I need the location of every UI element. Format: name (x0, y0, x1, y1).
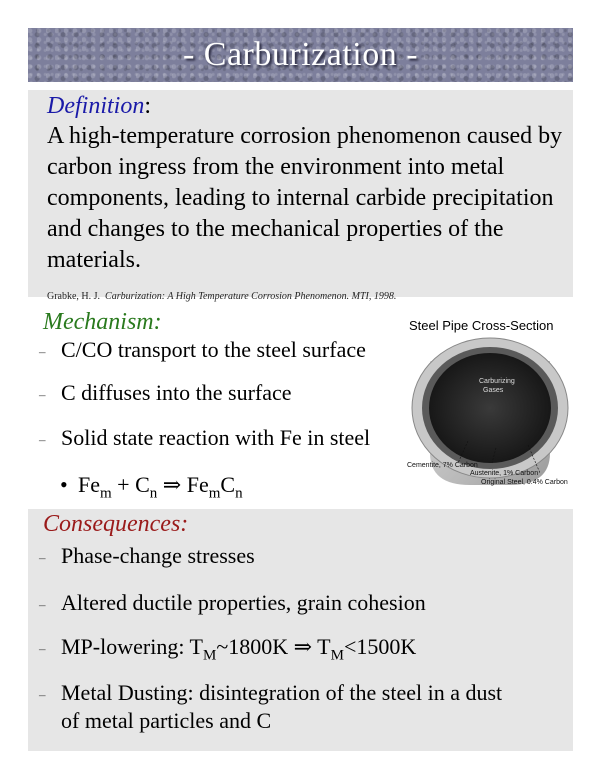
consequence-1-text: Phase-change stresses (61, 543, 255, 568)
mechanism-bullet-3-text: Solid state reaction with Fe in steel (61, 425, 371, 450)
citation-author: Grabke, H. J. (47, 291, 101, 302)
consequence-3-sub-2: M (330, 647, 344, 664)
figure-title: Steel Pipe Cross-Section (409, 318, 554, 333)
dash-icon: – (39, 640, 46, 656)
citation-title: Carburization: A High Temperature Corrosion Phenomenon. MTI, 1998. (105, 291, 397, 302)
consequence-4 (39, 680, 502, 706)
dash-icon: – (39, 431, 46, 447)
consequences-heading: Consequences: (43, 511, 189, 537)
definition-label: Definition (47, 93, 145, 119)
label-austenite: Austenite, 1% Carbon (470, 470, 539, 477)
consequence-2-text: Altered ductile properties, grain cohesion (61, 590, 426, 615)
core-label-1: Carburizing (479, 378, 515, 385)
dash-icon: – (39, 386, 46, 402)
pipe-cross-section-figure (400, 333, 572, 493)
core-label-2: Gases (483, 387, 504, 394)
reaction-fe-1: Fe (78, 472, 100, 497)
reaction-fe-2: Fe (186, 472, 209, 497)
reaction-plus: + (111, 472, 136, 497)
dash-icon: – (39, 596, 46, 612)
definition-text: A high-temperature corrosion phenomenon caused by carbon ingress from the environment into metal components, leading to internal carbide precipitation and changes to the mechanical properties of the materials. (47, 123, 563, 273)
consequence-4-line-2: of metal particles and C (61, 708, 272, 733)
definition-heading (47, 93, 151, 120)
reaction-sub-m-2: m (208, 485, 221, 502)
label-original-steel: Original Steel, 0.4% Carbon (481, 479, 568, 486)
mechanism-bullet-2-text: C diffuses into the surface (61, 380, 292, 405)
consequence-3-prefix: MP-lowering: T (61, 634, 203, 659)
citation (47, 291, 396, 302)
consequence-2 (39, 590, 426, 616)
label-cementite: Cementite, 7% Carbon (407, 462, 478, 469)
reaction-sub-m-1: m (100, 485, 112, 502)
reaction-sub-n-2: n (235, 485, 243, 502)
title-banner (28, 28, 573, 82)
consequence-3-suffix: <1500K (343, 634, 417, 659)
dash-icon: – (39, 343, 46, 359)
dash-icon: – (39, 686, 46, 702)
consequence-3-sub-1: M (202, 647, 217, 664)
reaction-arrow: ⇒ (157, 472, 187, 497)
mechanism-bullet-1-text: C/CO transport to the steel surface (61, 337, 366, 362)
definition-colon: : (144, 93, 151, 119)
pipe-core (429, 353, 551, 463)
reaction-c-1: C (135, 472, 150, 497)
mechanism-bullet-3 (39, 425, 370, 451)
mechanism-heading: Mechanism: (43, 309, 162, 335)
consequence-1 (39, 543, 255, 569)
mechanism-bullet-1 (39, 337, 366, 363)
bullet-dot-icon: • (60, 472, 68, 497)
consequence-3-mid: ~1800K ⇒ T (216, 634, 331, 659)
reaction-c-2: C (220, 472, 236, 497)
dash-icon: – (39, 549, 46, 565)
page-title: - Carburization - (182, 36, 419, 73)
reaction-sub-n-1: n (149, 485, 158, 502)
consequence-3 (39, 634, 416, 664)
consequence-4-line-1: Metal Dusting: disintegration of the steel in a dust (61, 680, 503, 705)
mechanism-bullet-2 (39, 380, 292, 406)
reaction-equation (60, 472, 243, 502)
